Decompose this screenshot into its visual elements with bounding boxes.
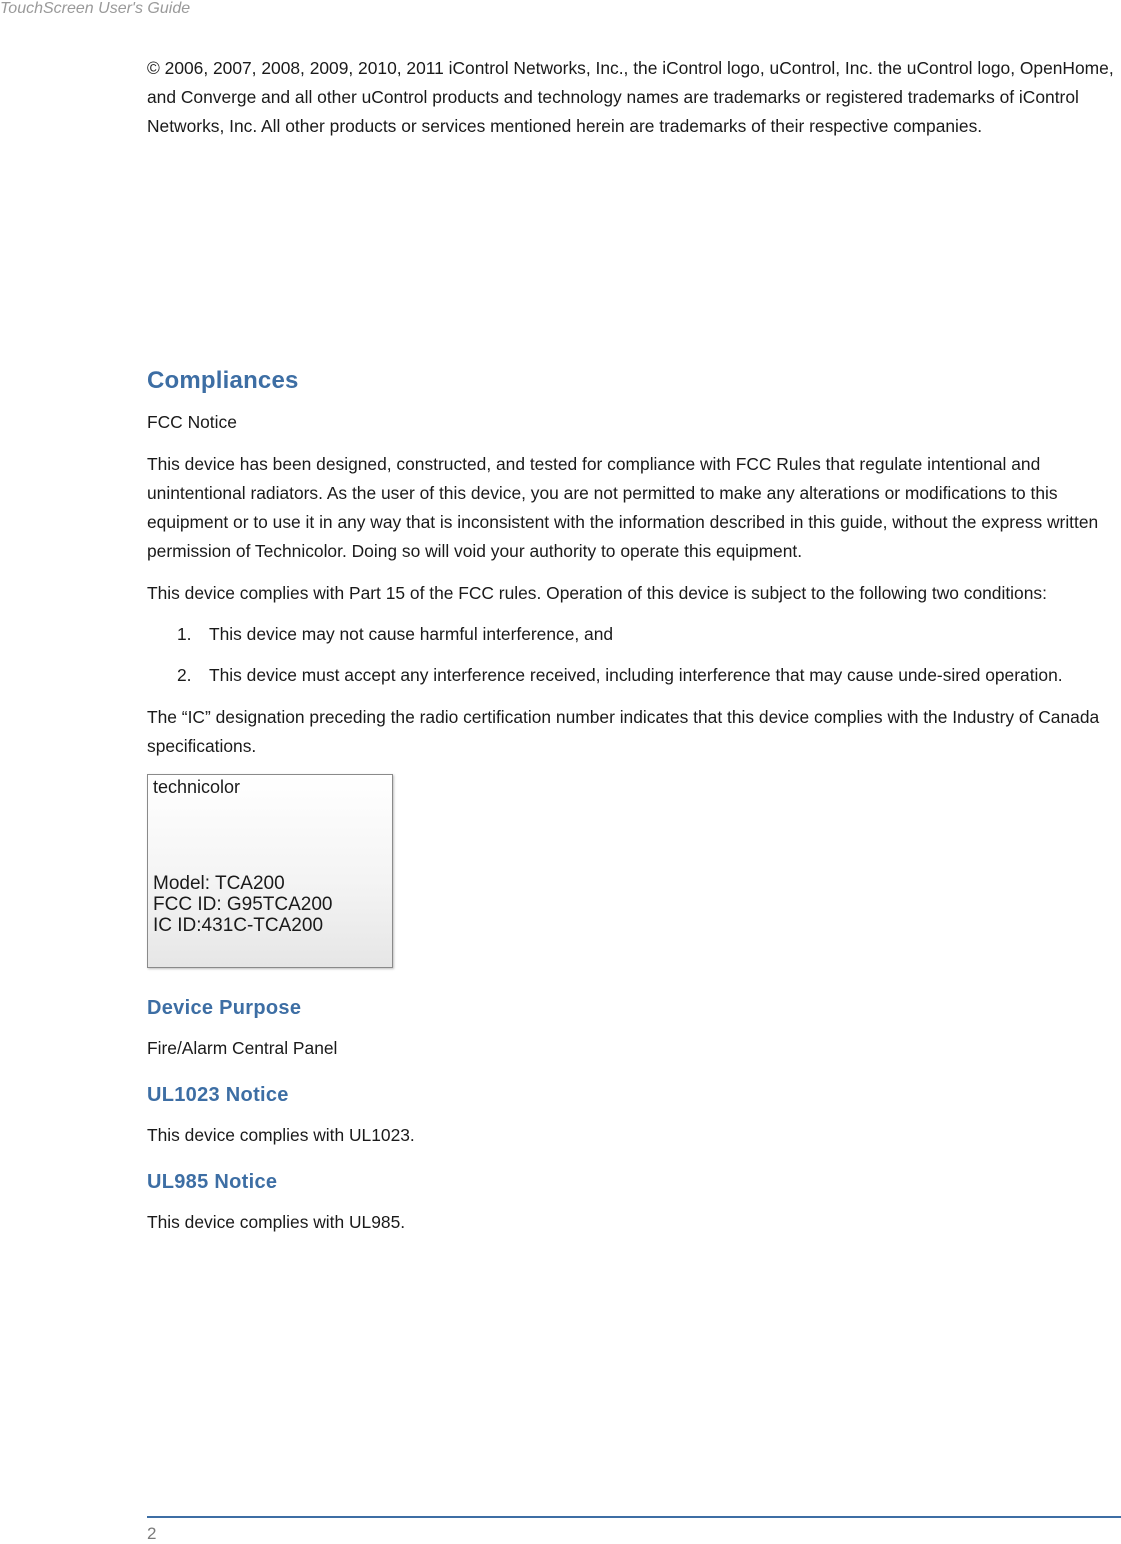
device-label-image [147,774,393,968]
label-ic-id: IC ID:431C-TCA200 [153,915,324,936]
footer-divider [147,1516,1121,1518]
fcc-paragraph: This device has been designed, constructed, and tested for compliance with FCC Rules that regulate intentional and unintentional radiators. As the user of this device, you are not permitted to make any alterations or modifications to this equipment or to use it in any way that is inconsistent with the information described in this guide, without the express written permission of Technicolor. Doing so will void your authority to operate this equipment. [147,454,1099,561]
list-item-number: 1. [177,624,192,644]
list-item-number: 2. [177,665,192,685]
label-brand: technicolor [153,777,241,797]
page-content [147,54,1121,1237]
device-purpose-heading: Device Purpose [147,997,302,1019]
ic-paragraph: The “IC” designation preceding the radio certification number indicates that this device complies with the Industry of Canada specifications. [147,707,1100,756]
conditions-list [147,620,1121,690]
list-item [147,620,1121,649]
compliances-heading: Compliances [147,367,299,394]
ul1023-heading: UL1023 Notice [147,1084,289,1106]
fcc-notice-title: FCC Notice [147,412,237,432]
label-model: Model: TCA200 [153,873,285,894]
running-header: TouchScreen User's Guide [0,0,191,17]
list-item-text: This device may not cause harmful interference, and [209,624,614,644]
part15-paragraph: This device complies with Part 15 of the FCC rules. Operation of this device is subject to the following two conditions: [147,583,1047,603]
copyright-notice: © 2006, 2007, 2008, 2009, 2010, 2011 iControl Networks, Inc., the iControl logo, uControl, Inc. the uControl logo, OpenHome, and Converge and all other uControl products and technology names are trademarks or registered trademarks of iControl Networks, Inc. All other products or services mentioned herein are trademarks of their respective companies. [147,58,1114,136]
label-fcc-id: FCC ID: G95TCA200 [153,894,333,915]
list-item-text: This device must accept any interference received, including interference that may cause unde-sired operation. [209,665,1063,685]
device-purpose-text: Fire/Alarm Central Panel [147,1038,338,1058]
ul985-heading: UL985 Notice [147,1171,278,1193]
label-details [153,873,333,936]
ul985-text: This device complies with UL985. [147,1212,406,1232]
page-number: 2 [147,1524,157,1543]
ul1023-text: This device complies with UL1023. [147,1125,415,1145]
list-item [147,661,1121,690]
